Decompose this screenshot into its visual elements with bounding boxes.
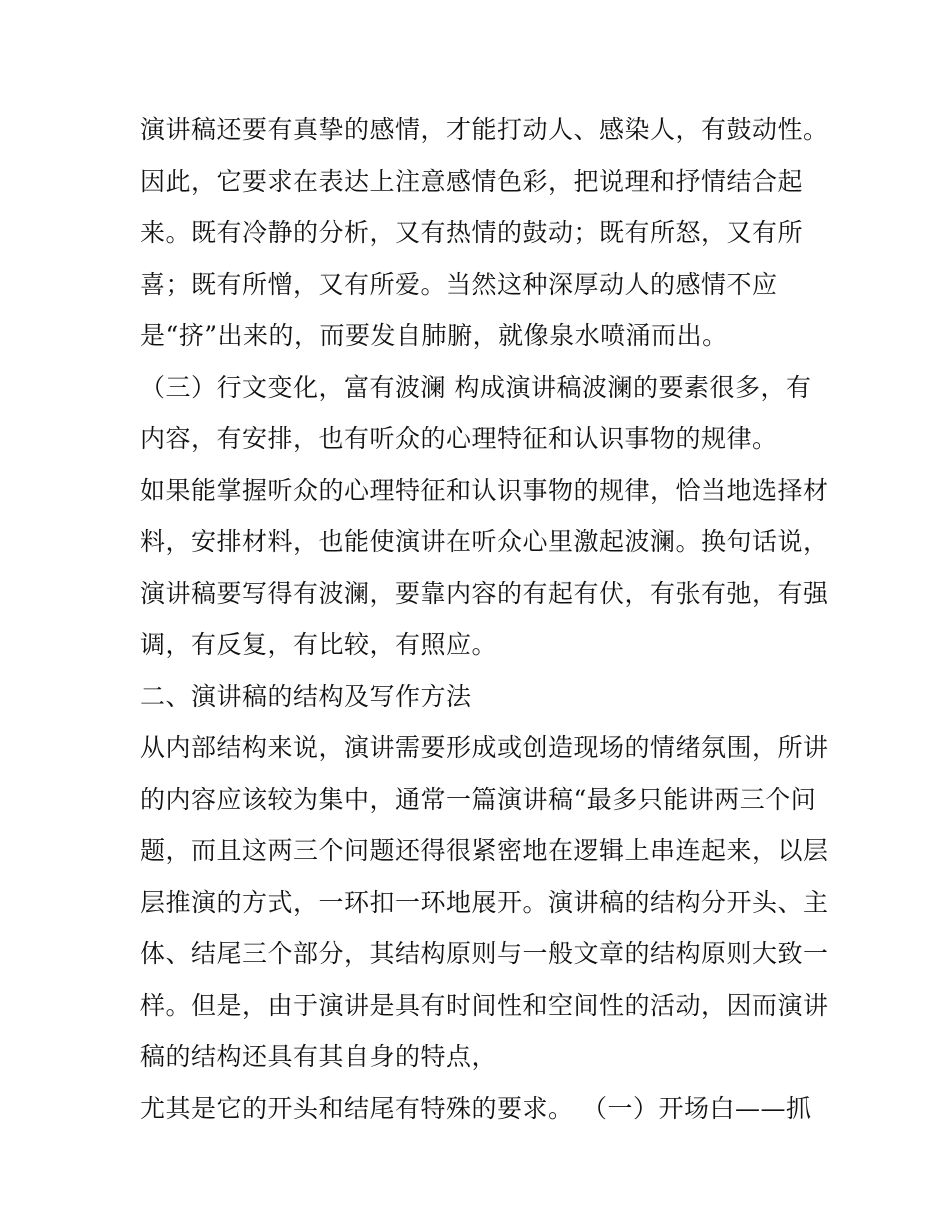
text-line: 样。但是，由于演讲是具有时间性和空间性的活动，因而演讲 — [140, 990, 829, 1020]
text-line: 料，安排材料，也能使演讲在听众心里激起波澜。换句话说， — [140, 527, 829, 556]
text-line: 尤其是它的开头和结尾有特殊的要求。 （一）开场白——抓 — [140, 1093, 812, 1123]
section-heading: 二、演讲稿的结构及写作方法 — [140, 681, 472, 711]
text-line: 题，而且这两三个问题还得很紧密地在逻辑上串连起来，以层 — [140, 836, 829, 865]
text-line: 是“挤”出来的，而要发自肺腑，就像泉水喷涌而出。 — [140, 321, 728, 350]
text-line: 内容，有安排，也有听众的心理特征和认识事物的规律。 — [140, 424, 778, 453]
text-line: 来。既有冷静的分析，又有热情的鼓动；既有所怒，又有所 — [140, 218, 804, 247]
text-line: 喜；既有所憎，又有所爱。当然这种深厚动人的感情不应 — [140, 269, 778, 299]
body-text — [140, 104, 830, 1134]
text-line: 演讲稿要写得有波澜，要靠内容的有起有伏，有张有弛，有强 — [140, 578, 829, 608]
text-line: 体、结尾三个部分，其结构原则与一般文章的结构原则大致一 — [140, 939, 829, 968]
text-line: 稿的结构还具有其自身的特点， — [140, 1042, 498, 1071]
text-line: 层推演的方式，一环扣一环地展开。演讲稿的结构分开头、主 — [140, 887, 829, 917]
text-line: 因此，它要求在表达上注意感情色彩，把说理和抒情结合起 — [140, 166, 804, 196]
text-line: 从内部结构来说，演讲需要形成或创造现场的情绪氛围，所讲 — [140, 733, 829, 762]
text-line: 调，有反复，有比较，有照应。 — [140, 630, 498, 659]
text-line: 演讲稿还要有真挚的感情，才能打动人、感染人，有鼓动性。 — [140, 115, 829, 144]
subsection-heading-line: （三）行文变化，富有波澜 构成演讲稿波澜的要素很多，有 — [140, 372, 812, 402]
text-line: 的内容应该较为集中，通常一篇演讲稿“最多只能讲两三个问 — [140, 784, 817, 814]
text-line: 如果能掌握听众的心理特征和认识事物的规律，恰当地选择材 — [140, 475, 829, 505]
